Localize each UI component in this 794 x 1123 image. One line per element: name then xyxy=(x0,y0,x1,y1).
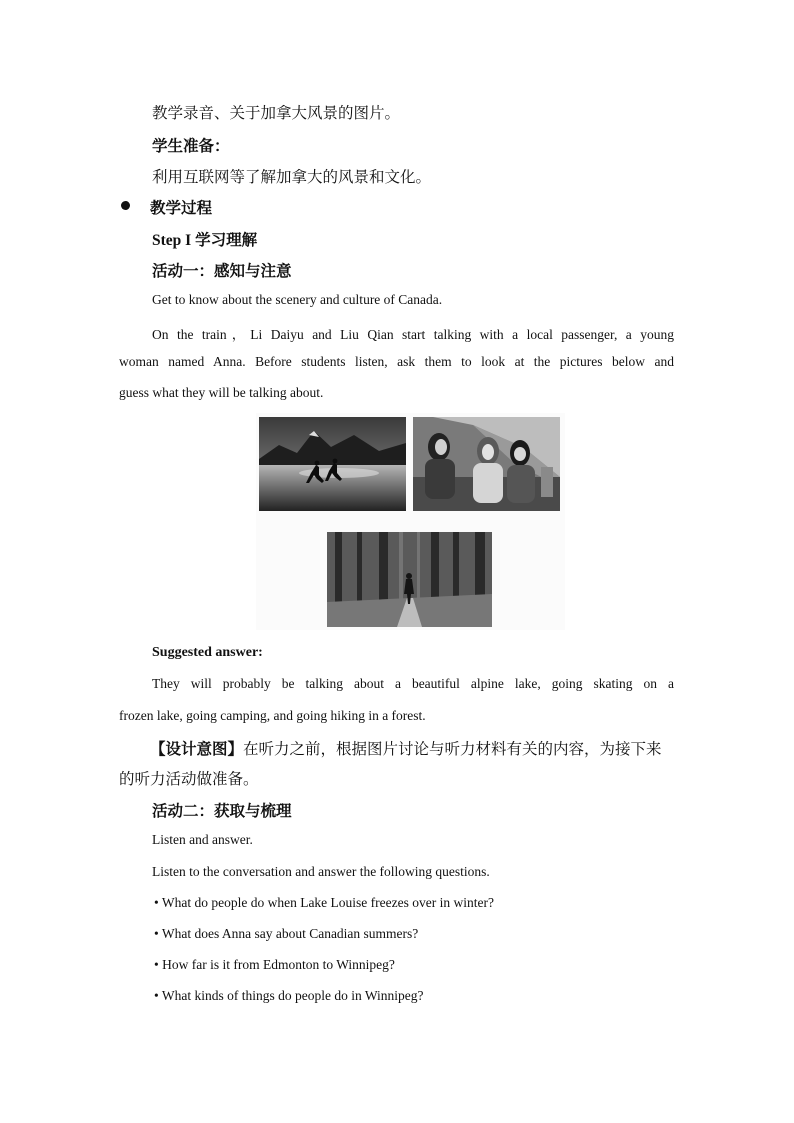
section-heading: 教学过程 xyxy=(150,200,213,217)
activity1-heading: 活动一：感知与注意 xyxy=(152,263,292,280)
question-item: • What kinds of things do people do in Winnipeg? xyxy=(154,988,424,1003)
answer-line1: They will probably be talking about a beautiful alpine lake, going skating on a xyxy=(152,676,674,691)
activity2-instruction2: Listen to the conversation and answer the following questions. xyxy=(152,864,490,879)
question-item: • How far is it from Edmonton to Winnipeg? xyxy=(154,957,395,972)
design-intent-line1: 在听力之前，根据图片讨论与听力材料有关的内容，为接下来 xyxy=(243,741,662,758)
question-item: • What do people do when Lake Louise freezes over in winter? xyxy=(154,895,494,910)
activity2-heading: 活动二：获取与梳理 xyxy=(152,803,292,820)
girls-camping-photo xyxy=(413,417,560,511)
activity2-instruction1: Listen and answer. xyxy=(152,832,253,847)
person-hiking-forest-photo xyxy=(327,532,492,627)
intro-text: Get to know about the scenery and culture of Canada. xyxy=(152,292,443,307)
design-intent xyxy=(150,737,662,759)
design-intent-label: 【设计意图】 xyxy=(150,741,244,758)
para1-line3: guess what they will be talking about. xyxy=(119,385,324,400)
step-heading: Step I 学习理解 xyxy=(152,232,258,249)
skaters-on-frozen-lake-photo xyxy=(259,417,406,511)
answer-line2: frozen lake, going camping, and going hiking in a forest. xyxy=(119,708,426,723)
para1-line1: On the train，Li Daiyu and Liu Qian start talking with a local passenger, a young xyxy=(152,327,674,342)
answer-label: Suggested answer: xyxy=(152,645,263,660)
question-item: • What does Anna say about Canadian summers? xyxy=(154,926,419,941)
student-prep-text: 利用互联网等了解加拿大的风景和文化。 xyxy=(152,169,432,186)
para1-line2: woman named Anna. Before students listen, ask them to look at the pictures below and xyxy=(119,354,674,369)
materials-text: 教学录音、关于加拿大风景的图片。 xyxy=(152,105,401,122)
design-intent-line2: 的听力活动做准备。 xyxy=(119,771,259,788)
bullet-icon xyxy=(121,201,130,210)
student-prep-label: 学生准备： xyxy=(152,138,230,155)
